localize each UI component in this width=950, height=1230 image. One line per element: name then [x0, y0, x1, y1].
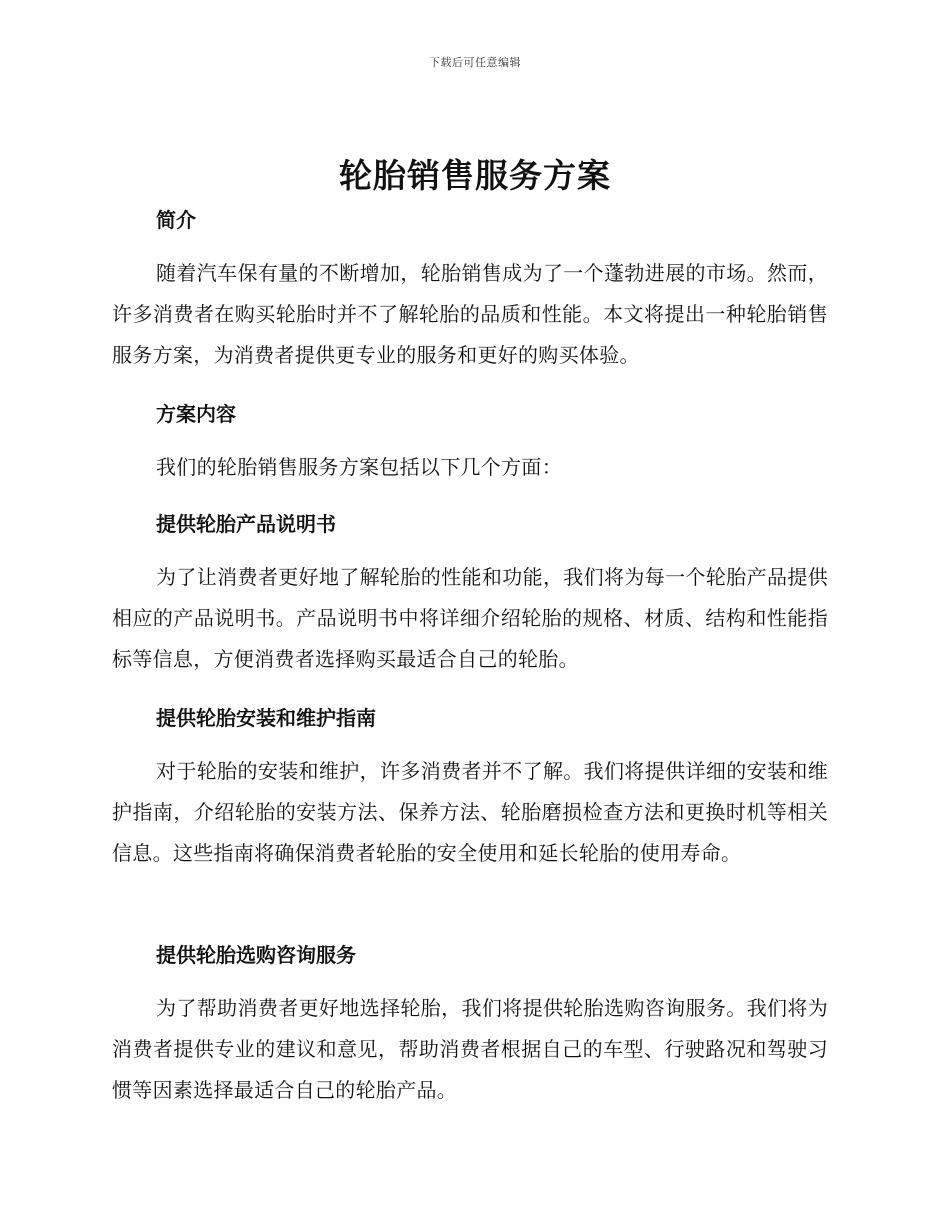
- page-header: 下载后可任意编辑: [429, 56, 521, 69]
- section-paragraph-intro: 随着汽车保有量的不断增加，轮胎销售成为了一个蓬勃进展的市场。然而，许多消费者在购买轮胎时并不了解轮胎的品质和性能。本文将提出一种轮胎销售服务方案，为消费者提供更专业的服务和更好的购买体验。: [112, 261, 828, 367]
- document-title: 轮胎销售服务方案: [339, 156, 611, 195]
- section-paragraph-consulting: 为了帮助消费者更好地选择轮胎，我们将提供轮胎选购咨询服务。我们将为消费者提供专业的建议和意见，帮助消费者根据自己的车型、行驶路况和驾驶习惯等因素选择最适合自己的轮胎产品。: [112, 996, 828, 1102]
- section-heading-consulting: 提供轮胎选购咨询服务: [156, 943, 356, 967]
- section-paragraph-install-guide: 对于轮胎的安装和维护，许多消费者并不了解。我们将提供详细的安装和维护指南，介绍轮胎的安装方法、保养方法、轮胎磨损检查方法和更换时机等相关信息。这些指南将确保消费者轮胎的安全使用和延长轮胎的使用寿命。: [112, 759, 828, 865]
- section-heading-intro: 简介: [156, 208, 196, 232]
- section-heading-product-manual: 提供轮胎产品说明书: [156, 512, 336, 536]
- section-heading-install-guide: 提供轮胎安装和维护指南: [156, 706, 376, 730]
- section-heading-plan-content: 方案内容: [156, 402, 236, 426]
- section-paragraph-product-manual: 为了让消费者更好地了解轮胎的性能和功能，我们将为每一个轮胎产品提供相应的产品说明书。产品说明书中将详细介绍轮胎的规格、材质、结构和性能指标等信息，方便消费者选择购买最适合自己的轮胎。: [112, 565, 828, 671]
- section-paragraph-plan-content: 我们的轮胎销售服务方案包括以下几个方面：: [156, 455, 562, 479]
